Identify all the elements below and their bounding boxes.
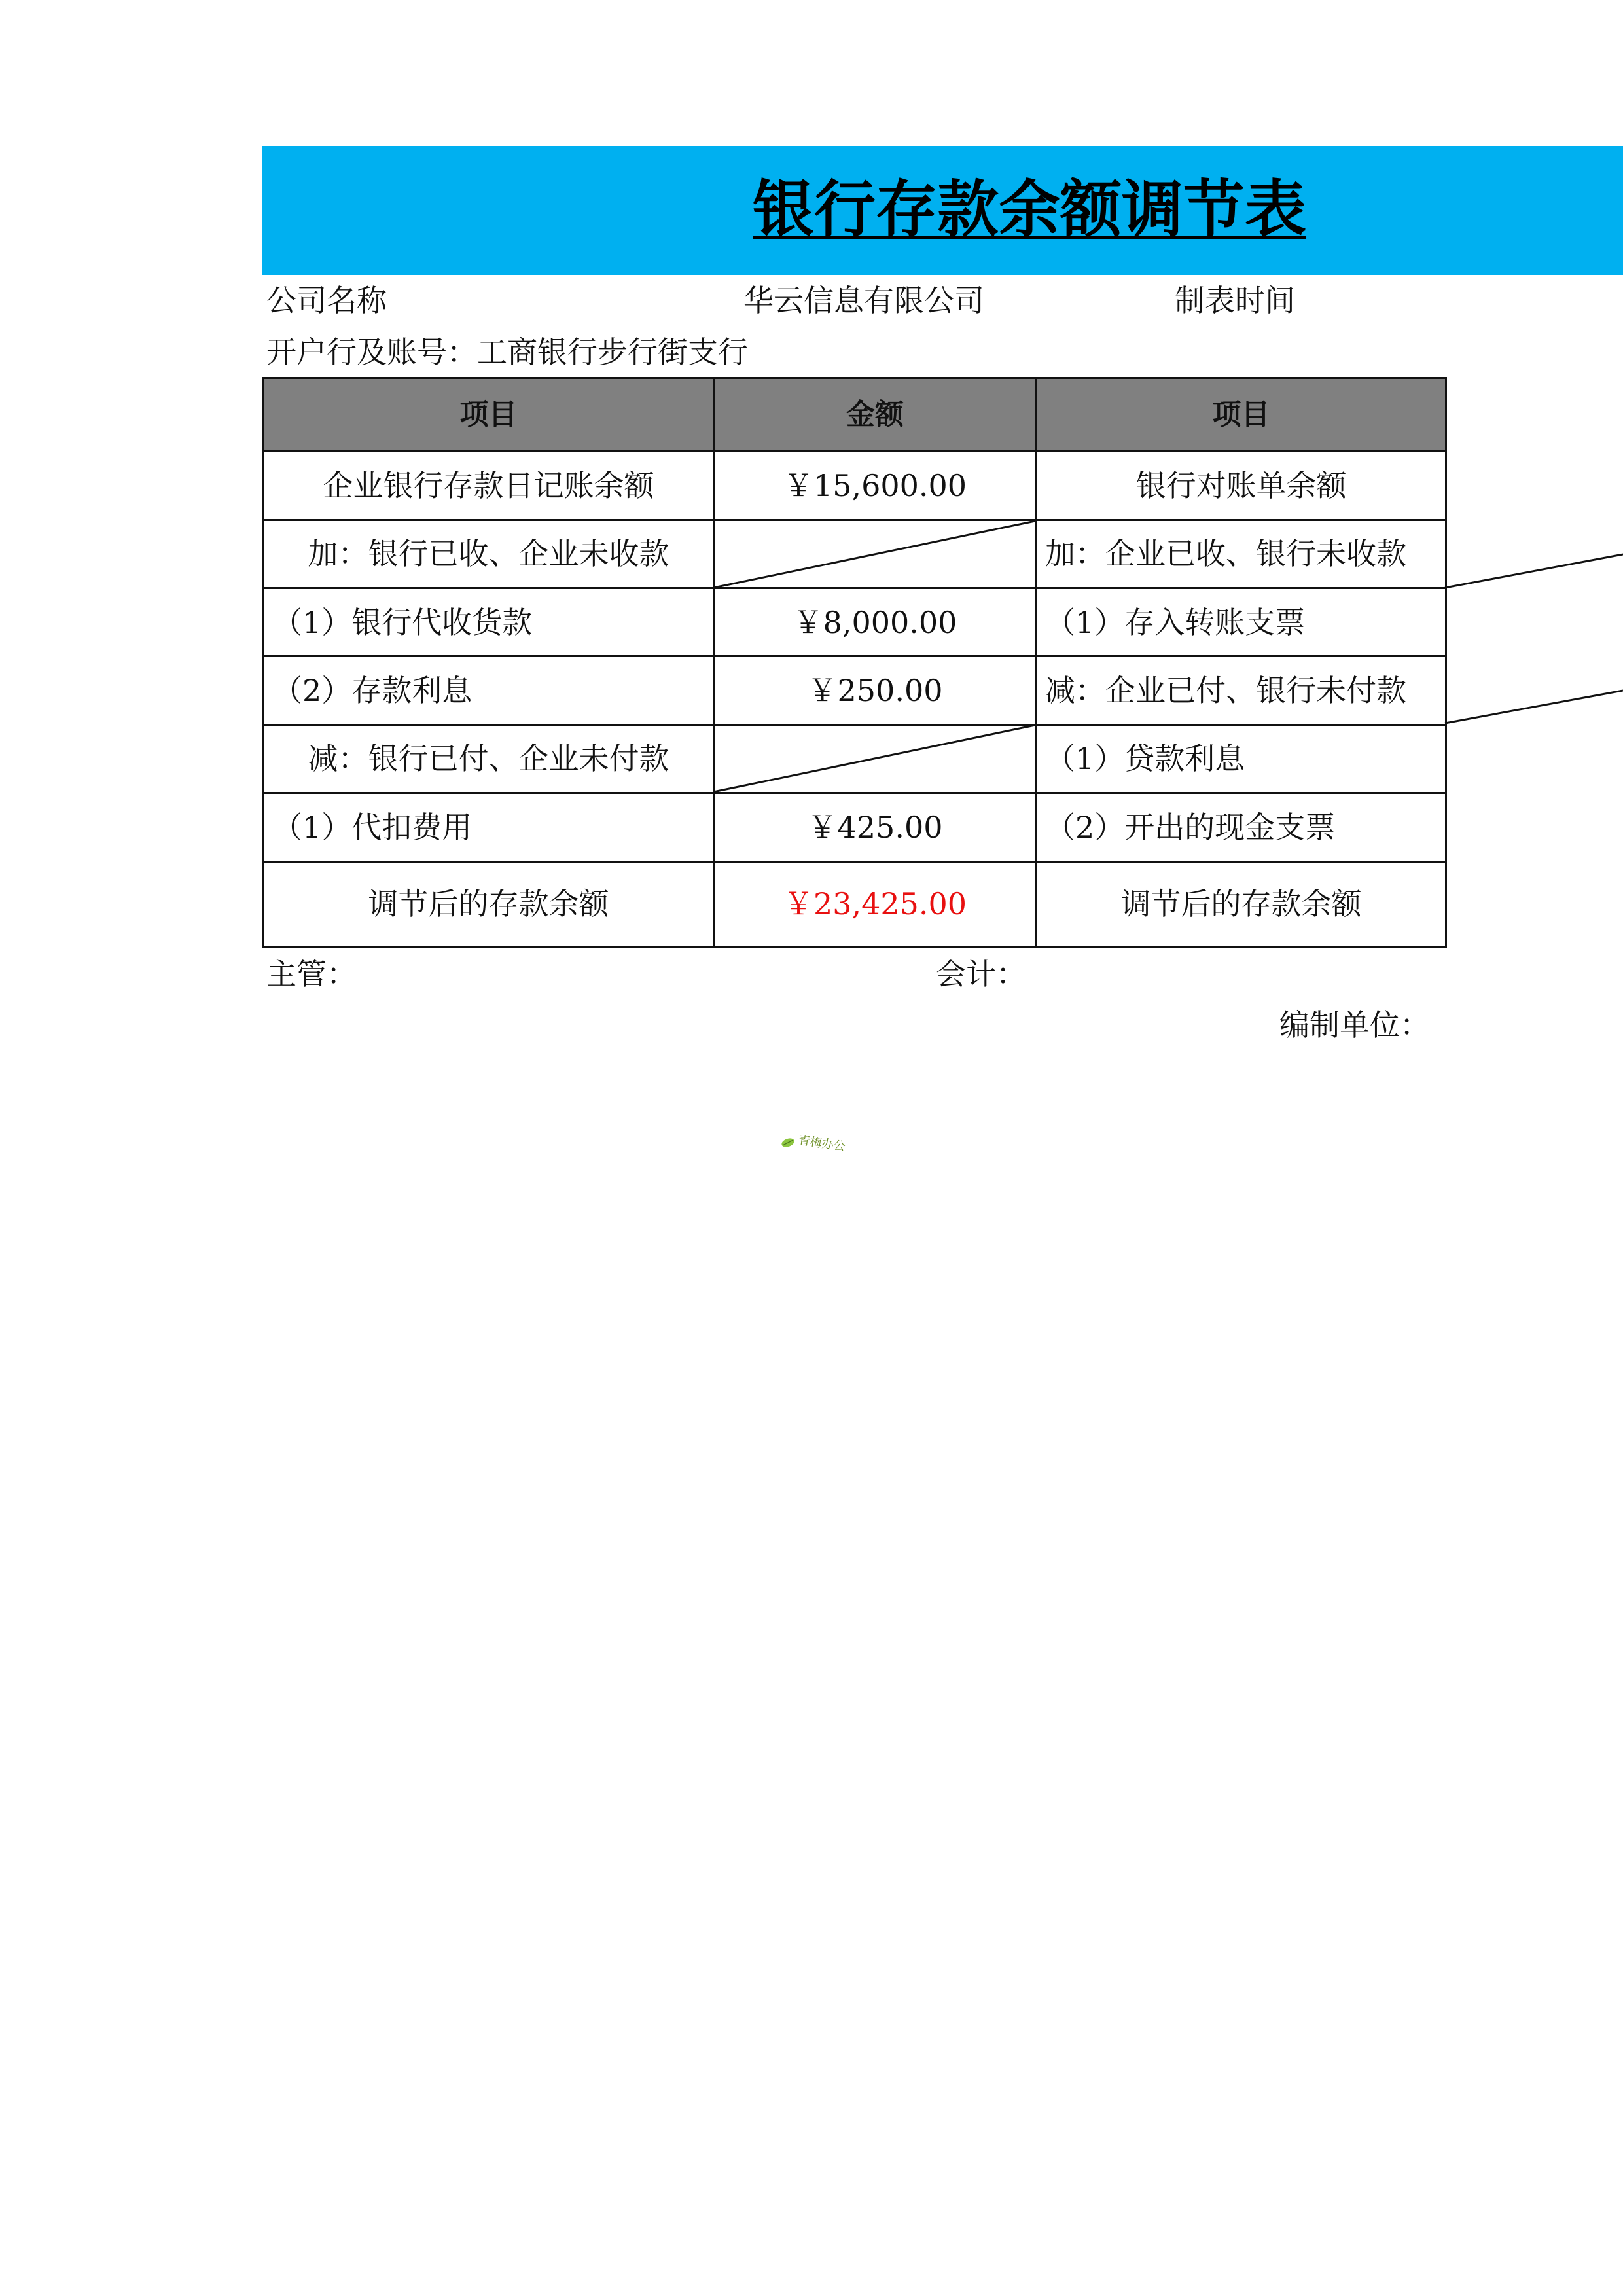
amount-empty <box>714 520 1037 588</box>
page-title: 银行存款余额调节表 <box>753 174 1307 245</box>
header-item-right: 项目 <box>1037 378 1446 452</box>
table-row <box>264 793 1446 861</box>
left-item: 企业银行存款日记账余额 <box>264 452 714 520</box>
leaf-icon <box>780 1137 796 1149</box>
company-name-label: 公司名称 <box>266 283 387 318</box>
table-header-row <box>264 378 1446 452</box>
right-item: 银行对账单余额 <box>1037 452 1446 520</box>
left-item: （1）代扣费用 <box>264 793 714 861</box>
left-item-total: 调节后的存款余额 <box>264 861 714 946</box>
right-item: 加：企业已收、银行未收款 <box>1037 520 1446 588</box>
date-label: 制表时间 <box>1175 283 1295 318</box>
bank-account-line: 开户行及账号：工商银行步行街支行 <box>266 334 748 370</box>
left-item: （1）银行代收货款 <box>264 588 714 656</box>
right-item-total: 调节后的存款余额 <box>1037 861 1446 946</box>
watermark-text: 青梅办公 <box>797 1134 846 1154</box>
slash-line-right-2 <box>1445 691 1623 723</box>
right-item: （1）贷款利息 <box>1037 725 1446 793</box>
table-row <box>264 725 1446 793</box>
right-item: （2）开出的现金支票 <box>1037 793 1446 861</box>
right-item: （1）存入转账支票 <box>1037 588 1446 656</box>
company-name-value: 华云信息有限公司 <box>743 283 984 318</box>
left-item: （2）存款利息 <box>264 656 714 725</box>
slash-line-right-1 <box>1445 554 1623 588</box>
supervisor-label: 主管： <box>266 956 357 992</box>
amount: ￥250.00 <box>714 656 1037 725</box>
table-row-total <box>264 861 1446 946</box>
left-item: 加：银行已收、企业未收款 <box>264 520 714 588</box>
table-row <box>264 520 1446 588</box>
amount: ￥425.00 <box>714 793 1037 861</box>
table-row <box>264 452 1446 520</box>
right-item: 减：企业已付、银行未付款 <box>1037 656 1446 725</box>
accountant-label: 会计： <box>936 956 1026 992</box>
table-row <box>264 656 1446 725</box>
table-row <box>264 588 1446 656</box>
header-amount: 金额 <box>714 378 1037 452</box>
header-item-left: 项目 <box>264 378 714 452</box>
amount-empty <box>714 725 1037 793</box>
reconciliation-table <box>262 377 1447 948</box>
amount: ￥15,600.00 <box>714 452 1037 520</box>
prepared-by-label: 编制单位： <box>1279 1007 1430 1043</box>
watermark-logo <box>780 1130 846 1156</box>
amount: ￥8,000.00 <box>714 588 1037 656</box>
left-item: 减：银行已付、企业未付款 <box>264 725 714 793</box>
amount-total: ￥23,425.00 <box>714 861 1037 946</box>
